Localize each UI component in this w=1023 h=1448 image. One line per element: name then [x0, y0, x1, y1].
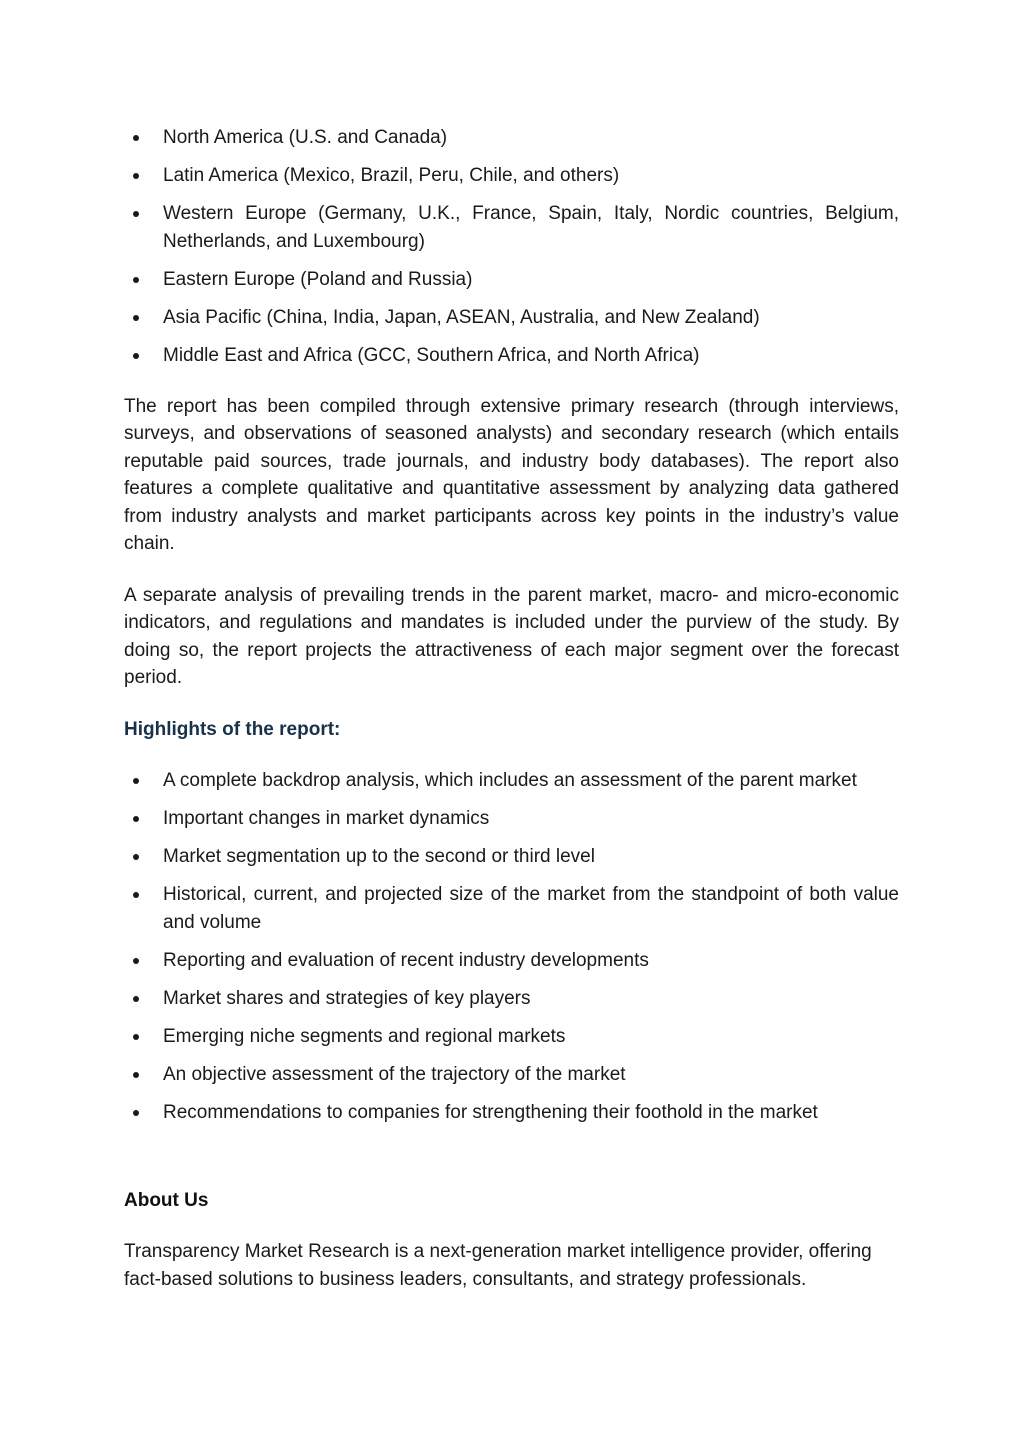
- list-item: [124, 162, 899, 190]
- list-item: [124, 985, 899, 1013]
- highlights-list: [124, 767, 899, 1126]
- highlights-heading: Highlights of the report:: [124, 718, 341, 740]
- bullet-icon: [133, 1072, 139, 1078]
- about-heading: About Us: [124, 1189, 209, 1211]
- list-item-text: Middle East and Africa (GCC, Southern Africa, and North Africa): [163, 344, 700, 366]
- regions-list: [124, 124, 899, 369]
- bullet-icon: [133, 211, 139, 217]
- bullet-icon: [133, 996, 139, 1002]
- bullet-icon: [133, 277, 139, 283]
- list-item-text: Western Europe (Germany, U.K., France, Spain, Italy, Nordic countries, Belgium, Netherlands, and Luxembourg): [163, 203, 899, 252]
- list-item-text: Historical, current, and projected size of the market from the standpoint of both value and volume: [163, 884, 899, 933]
- list-item: [124, 947, 899, 975]
- bullet-icon: [133, 315, 139, 321]
- list-item-text: Market shares and strategies of key players: [163, 987, 531, 1009]
- list-item-text: Emerging niche segments and regional markets: [163, 1025, 566, 1047]
- bullet-icon: [133, 958, 139, 964]
- bullet-icon: [133, 173, 139, 179]
- bullet-icon: [133, 892, 139, 898]
- list-item: [124, 1061, 899, 1089]
- list-item-text: North America (U.S. and Canada): [163, 127, 448, 148]
- list-item-text: An objective assessment of the trajectory of the market: [163, 1063, 626, 1085]
- list-item: [124, 1023, 899, 1051]
- list-item: [124, 805, 899, 833]
- list-item: [124, 767, 899, 795]
- list-item-text: Important changes in market dynamics: [163, 808, 490, 829]
- list-item: [124, 124, 899, 152]
- list-item: [124, 1099, 899, 1127]
- list-item-text: Recommendations to companies for strengthening their foothold in the market: [163, 1101, 818, 1123]
- bullet-icon: [133, 816, 139, 822]
- list-item: [124, 843, 899, 871]
- list-item: [124, 342, 899, 370]
- bullet-icon: [133, 1110, 139, 1116]
- document-page: [124, 124, 899, 1293]
- list-item-text: Asia Pacific (China, India, Japan, ASEAN, Australia, and New Zealand): [163, 306, 760, 328]
- bullet-icon: [133, 1034, 139, 1040]
- list-item: [124, 881, 899, 936]
- bullet-icon: [133, 778, 139, 784]
- list-item: [124, 266, 899, 294]
- analysis-paragraph: A separate analysis of prevailing trends in the parent market, macro- and micro-economic indicators, and regulations and mandates is included under the purview of the study. By doing so, the report projects the attractiveness of each major segment over the forecast period.: [124, 584, 899, 688]
- list-item-text: Market segmentation up to the second or third level: [163, 846, 595, 867]
- bullet-icon: [133, 135, 139, 141]
- list-item-text: A complete backdrop analysis, which includes an assessment of the parent market: [163, 770, 857, 791]
- list-item-text: Latin America (Mexico, Brazil, Peru, Chile, and others): [163, 165, 620, 186]
- bullet-icon: [133, 353, 139, 359]
- list-item-text: Eastern Europe (Poland and Russia): [163, 268, 473, 290]
- about-paragraph: Transparency Market Research is a next-generation market intelligence provider, offering fact-based solutions to business leaders, consultants, and strategy professionals.: [124, 1241, 872, 1290]
- list-item-text: Reporting and evaluation of recent industry developments: [163, 949, 649, 971]
- list-item: [124, 304, 899, 332]
- methodology-paragraph: The report has been compiled through extensive primary research (through interviews, surveys, and observations of seasoned analysts) and secondary research (which entails reputable paid sources, trade journals, and industry body databases). The report also features a complete qualitative and quantitative assessment by analyzing data gathered from industry analysts and market participants across key points in the industry’s value chain.: [124, 395, 899, 554]
- list-item: [124, 200, 899, 255]
- bullet-icon: [133, 854, 139, 860]
